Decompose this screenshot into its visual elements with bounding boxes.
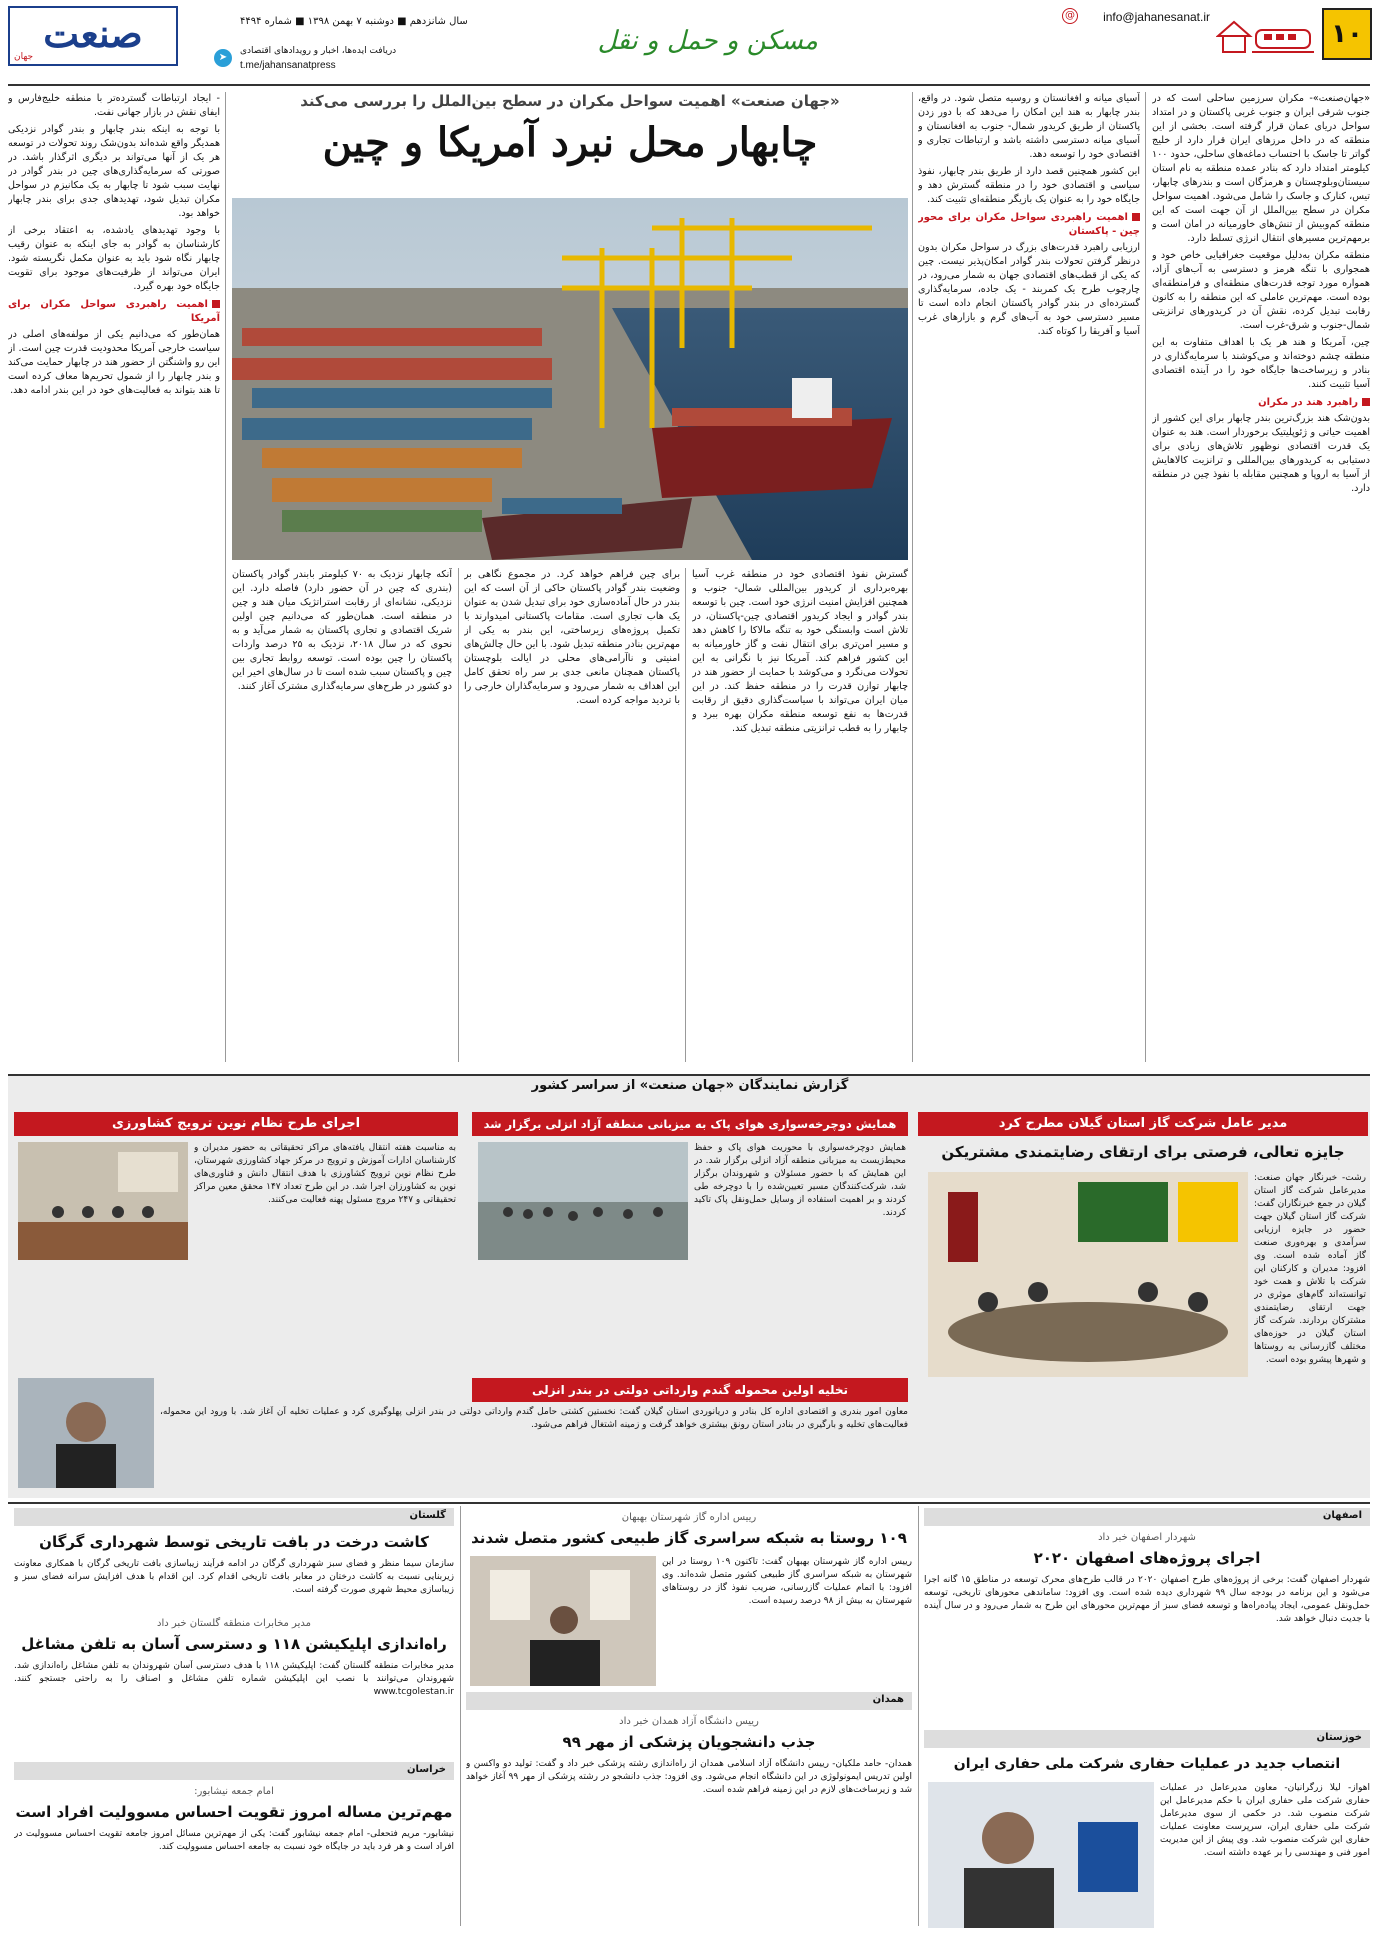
article-column-3 (692, 568, 908, 1062)
subheading-india: راهبرد هند در مکران (1152, 396, 1370, 410)
golestan-telecom-text: مدیر مخابرات منطقه گلستان گفت: اپلیکیشن ۱۱۸ با هدف دسترسی آسان شهروندان به تلفن مشاغل راه‌اندازی شد. شهروندان می‌توانند با نصب این اپلیکیشن شماره تلفن مشاغل و اصناف را به راحتی جستجو کنند. www.tcgolestan.ir (14, 1661, 454, 1697)
gilan-gas-text: رشت- خبرنگار جهان صنعت: مدیرعامل شرکت گاز استان گیلان در جمع خبرنگاران گفت: شرکت گاز استان گیلان جهت حضور در جایزه ارزیابی سرآمدی و بهره‌وری صنعت گاز آماده شده است. وی افزود: مدیران و کارکنان این شرکت با تلاش و همت خود توانسته‌اند گام‌های موثری در جهت ارتقای رضایتمندی مشترکان بردارند. شرکت گاز استان گیلان در حوزه‌های مختلف گازرسانی به روستاها و شهرها پیشرو بوده است. (1254, 1173, 1366, 1365)
isfahan-kicker: شهردار اصفهان خبر داد (1098, 1532, 1196, 1543)
port-photo (232, 198, 908, 560)
wheat-text: معاون امور بندری و اقتصادی اداره کل بنادر و دریانوردی استان گیلان گفت: نخستین کشتی حامل گندم وارداتی دولتی در بندر انزلی پهلوگیری کرد و عملیات تخلیه آن آغاز شد. با ورود این محموله، فعالیت‌های تخلیه و بارگیری در بنادر استان رونق بیشتری خواهد گرفت و زمینه اشتغال فراهم می‌شود. (160, 1407, 908, 1430)
article-paragraph: آسیای میانه و افغانستان و روسیه متصل شود. در واقع، بندر چابهار به هند این امکان را می‌دهد که با دور زدن پاکستان از طریق کریدور شمال- جنوب به افغانستان و آسیای میانه دسترسی داشته باشد و ارتباطات تجاری و اقتصادی خود را توسعه دهد. (918, 93, 1140, 160)
khorasan-kicker: امام جمعه نیشابور: (194, 1786, 274, 1797)
logo-sub: جهان (14, 52, 34, 62)
anzali-cycling-text: همایش دوچرخه‌سواری با محوریت هوای پاک و حفظ محیط‌زیست به میزبانی منطقه آزاد انزلی برگزار شد. در این همایش که با حضور مسئولان و شهروندان برگزار شد، شرکت‌کنندگان مسیر تعیین‌شده را با دوچرخه طی کردند و بر اهمیت استفاده از وسایل حمل‌ونقل پاک تاکید کردند. (694, 1143, 906, 1218)
page-header (0, 0, 1378, 84)
khorasan-title: مهم‌ترین مساله امروز تقویت احساس مسوولیت افراد است (15, 1803, 453, 1821)
behbahan-title: ۱۰۹ روستا به شبکه سراسری گاز طبیعی کشور متصل شدند (471, 1529, 907, 1547)
hamedan-title: جذب دانشجویان پزشکی از مهر ۹۹ (562, 1733, 816, 1751)
page-number-box: ۱۰ (1322, 8, 1372, 60)
logo-text: صنعت (43, 11, 143, 56)
hamedan-text: همدان- حامد ملکیان- رییس دانشگاه آزاد اسلامی همدان از راه‌اندازی رشته پزشکی خبر داد و گفت: تولید دو واکسن و اولین تدریس ایمونولوژی در این دانشگاه انجام می‌شود. وی افزود: جذب دانشجو در رشته پزشکی از مهر ۹۹ آغاز خواهد شد و زیرساخت‌های لازم در این زمینه فراهم شده است. (466, 1759, 912, 1795)
cycling-photo (478, 1142, 688, 1260)
isfahan-text: شهردار اصفهان گفت: برخی از پروژه‌های طرح اصفهان ۲۰۲۰ در قالب طرح‌های محرک توسعه در مناطق ۱۵ گانه اجرا می‌شود و این برنامه در بودجه سال ۹۹ شهرداری دیده شده است. وی افزود: ساماندهی محورهای تاریخی، توسعه حمل‌ونقل عمومی، ایجاد پیاده‌راه‌ها و توسعه فضای سبز از مهم‌ترین محورهای این طرح به شمار می‌رود و در سال آینده با جدیت دنبال خواهد شد. (924, 1575, 1370, 1624)
golestan-title: کاشت درخت در بافت تاریخی توسط شهرداری گرگان (39, 1533, 429, 1551)
telegram-link[interactable]: t.me/jahansanatpress (240, 60, 336, 71)
article-column-5 (232, 568, 452, 1062)
telegram-icon: ➤ (214, 49, 232, 67)
tab-khuzestan: خوزستان (924, 1730, 1370, 1748)
golestan-text: سازمان سیما منظر و فضای سبز شهرداری گرگان در ادامه فرآیند زیباسازی بافت تاریخی گرگان با همکاری معاونت زیربنایی نسبت به کاشت درختان در معابر بافت تاریخی اقدام کرد. این اقدام با هدف افزایش سرانه فضای سبز و زیباسازی محیط شهری صورت گرفته است. (14, 1559, 454, 1595)
behbahan-text: رییس اداره گاز شهرستان بهبهان گفت: تاکنون ۱۰۹ روستا در این شهرستان به شبکه سراسری گاز طبیعی کشور متصل شده‌اند. وی افزود: با اتمام عملیات گازرسانی، ضریب نفوذ گاز در روستاهای شهرستان به بیش از ۹۸ درصد رسیده است. (662, 1557, 912, 1606)
article-paragraph: همان‌طور که می‌دانیم یکی از مولفه‌های اصلی در سیاست خارجی آمریکا محدودیت قدرت چین است. از این رو واشنگتن از حضور هند در چابهار حمایت می‌کند و بندر چابهار را از شمول تحریم‌ها معاف کرده است تا هند بتواند به فعالیت‌های خود در این بندر ادامه دهد. (8, 329, 220, 396)
khuzestan-title: انتصاب جدید در عملیات حفاری شرکت ملی حفاری ایران (953, 1756, 1341, 1772)
article-paragraph: آنکه چابهار نزدیک به ۷۰ کیلومتر بابندر گوادر پاکستان (بندری که چین در آن حضور دارد) فاصله دارد. این نزدیکی، نشانه‌ای از رقابت استراتژیک میان هند و چین در منطقه است. همان‌طور که می‌دانیم چین اولین شریک اقتصادی و تجاری پاکستان به شمار می‌آید و به نحوی که در سال ۲۰۱۸، نزدیک به ۲۵ درصد واردات پاکستان را چین بوده است. توسعه روابط تجاری بین چین و پاکستان سبب شده است تا در سال‌های اخیر این دو کشور در طرح‌های سرمایه‌گذاری مشترک آغاز کنند. (232, 569, 452, 692)
train-house-icon (1216, 16, 1316, 56)
article-column-2 (918, 92, 1140, 1062)
telegram-label: دریافت ایده‌ها، اخبار و رویدادهای اقتصادی (240, 46, 397, 56)
agriculture-title: اجرای طرح نظام نوین ترویج کشاورزی (14, 1112, 458, 1136)
khuzestan-text: اهواز- لیلا زرگرانیان- معاون مدیرعامل در عملیات حفاری شرکت ملی حفاری ایران با حکم مدیرعامل این شرکت منصوب شد. در حکمی از سوی مدیرعامل شرکت ملی حفاری ایران، سرپرست معاونت عملیات حفاری این شرکت منصوب شد. وی پیش از این مدیریت امور فنی و مهندسی را بر عهده داشته است. (1160, 1783, 1370, 1858)
article-paragraph: این کشور همچنین قصد دارد از طریق بندر چابهار، نفوذ سیاسی و اقتصادی خود را در منطقه گسترش دهد و جایگاه خود را به عنوان یک بازیگر منطقه‌ای تثبیت کند. (918, 166, 1140, 205)
tab-isfahan: اصفهان (924, 1508, 1370, 1526)
article-column-4 (464, 568, 680, 1062)
golestan-telecom-title: راه‌اندازی اپلیکیشن ۱۱۸ و دسترسی آسان به تلفن مشاغل (21, 1635, 447, 1653)
agriculture-text: به مناسبت هفته انتقال یافته‌های مراکز تحقیقاتی به حضور مدیران و کارشناسان ادارات آموزش و ترویج در مرکز جهاد کشاورزی شهرستان، طرح نظام نوین ترویج کشاورزی با هدف انتقال دانش و فناوری‌های نوین به کشاورزان اجرا شد. در این طرح تعداد ۱۴۷ محقق معین مراکز تحقیقاتی و ۲۴۷ مروج مسئول پهنه فعالیت می‌کنند. (194, 1143, 456, 1205)
tab-golestan: گلستان (14, 1508, 454, 1526)
reports-banner: گزارش نمایندگان «جهان صنعت» از سراسر کشور (531, 1078, 849, 1093)
hamedan-kicker: رییس دانشگاه آزاد همدان خبر داد (619, 1716, 759, 1727)
agriculture-photo (18, 1142, 188, 1260)
header-email[interactable]: info@jahanesanat.ir (1103, 10, 1210, 24)
newspaper-logo (8, 6, 178, 66)
golestan-kicker: مدیر مخابرات منطقه گلستان خبر داد (157, 1618, 311, 1629)
issue-line: سال شانزدهم ■ دوشنبه ۷ بهمن ۱۳۹۸ ■ شماره ۴۴۹۴ (240, 16, 468, 27)
anzali-cycling-title: همایش دوچرخه‌سواری هوای پاک به میزبانی منطقه آزاد انزلی برگزار شد (472, 1112, 908, 1136)
nidc-official-photo (928, 1782, 1154, 1928)
article-kicker: «جهان صنعت» اهمیت سواحل مکران در سطح بین‌الملل را بررسی می‌کند (300, 92, 840, 110)
gilan-gas-headline: جایزه تعالی، فرصتی برای ارتقای رضایتمندی مشتریکن (941, 1143, 1345, 1161)
section-title: مسکن و حمل و نقل (597, 26, 818, 56)
official-portrait-photo (18, 1378, 154, 1488)
article-paragraph: با وجود تهدیدهای یادشده، به اعتقاد برخی از کارشناسان به گوادر به جای اینکه به عنوان رقیب چابهار نگاه شود باید به عنوان مکمل نگریسته شود. ایران می‌تواند از ظرفیت‌های موجود برای تقویت جایگاه خود بهره گیرد. (8, 225, 220, 292)
tab-hamedan: همدان (466, 1692, 912, 1710)
article-paragraph: منطقه مکران به‌دلیل موقعیت جغرافیایی خاص خود و همجواری با تنگه هرمز و دسترسی به آب‌های آزاد، همواره مورد توجه قدرت‌های منطقه‌ای و فرامنطقه‌ای بوده است. مهم‌ترین عاملی که این منطقه را به کانون رقابت تبدیل کرده، نقش آن در کریدورهای ترانزیتی شمال-جنوب و شرق-غرب است. (1152, 250, 1370, 331)
subheading-china-pakistan: اهمیت راهبردی سواحل مکران برای محور چین - پاکستان (918, 212, 1140, 237)
article-paragraph: با توجه به اینکه بندر چابهار و بندر گوادر نزدیکی همدیگر واقع شده‌اند بدون‌شک روند تحولات در توسعه هر یک از آنها می‌تواند بر دیگری اثرگذار باشد. در صورتی که سرمایه‌گذاری‌های چین در بندر گوادر در نهایت سبب شود تا چابهار به یک مکانیزم در سواحل مکران تبدیل شود، تهدیدهای جدی برای بندر چابهار خواهد بود. (8, 124, 220, 219)
subheading-usa: اهمیت راهبردی سواحل مکران برای آمریکا (8, 299, 220, 324)
article-headline: چابهار محل نبرد آمریکا و چین (322, 119, 818, 166)
isfahan-title: اجرای پروژه‌های اصفهان ۲۰۲۰ (1033, 1549, 1261, 1567)
gilan-gas-kicker: مدیر عامل شرکت گاز استان گیلان مطرح کرد (918, 1112, 1368, 1136)
article-paragraph: چین، آمریکا و هند هر یک با اهداف متفاوت به این منطقه چشم دوخته‌اند و می‌کوشند با سرمایه‌گذاری در بنادر و زیرساخت‌ها جایگاه خود را در آینده اقتصادی آسیا تثبیت کنند. (1152, 337, 1370, 390)
mail-icon: @ (1062, 8, 1078, 24)
khorasan-text: نیشابور- مریم فتحعلی- امام جمعه نیشابور گفت: یکی از مهم‌ترین مسائل امروز جامعه تقویت احساس مسوولیت در افراد است و هر فرد باید در جایگاه خود نسبت به جامعه احساس مسوولیت کند. (14, 1829, 454, 1852)
behbahan-kicker: رییس اداره گاز شهرستان بهبهان (621, 1512, 757, 1523)
article-paragraph: ارزیابی راهبرد قدرت‌های بزرگ در سواحل مکران بدون درنظر گرفتن تحولات بندر گوادر امکان‌پذیر نیست. چین که یکی از قطب‌های اقتصادی جهان به شمار می‌رود، در چارچوب طرح یک کمربند - یک جاده، سرمایه‌گذاری گسترده‌ای در بندر گوادر پاکستان انجام داده است تا مسیر دسترسی خود به آب‌های گرم و بازارهای غرب آسیا و آفریقا را کوتاه کند. (918, 242, 1140, 337)
article-column-1 (1152, 92, 1370, 1062)
tab-khorasan: خراسان (14, 1762, 454, 1780)
article-paragraph: بدون‌شک هند بزرگ‌ترین بندر چابهار برای این کشور از اهمیت حیاتی و ژئوپلیتیک برخوردار است. هند به عنوان یک قدرت اقتصادی نوظهور تلاش‌های زیادی برای دستیابی به کریدورهای بین‌المللی و ترانزیت کالاهایش از آسیا به اروپا و همچنین مقابله با نفوذ چین در منطقه دارد. (1152, 413, 1370, 494)
article-paragraph: برای چین فراهم خواهد کرد. در مجموع نگاهی بر وضعیت بندر گوادر پاکستان حاکی از آن است که این بندر در حال آماده‌سازی خود برای تبدیل شدن به عنوان یک هاب تجاری است. مقامات پاکستانی امیدوارند با تکمیل پروژه‌های زیرساختی، این بندر به یکی از مهم‌ترین بنادر منطقه تبدیل شود. با این حال چالش‌های امنیتی و ناآرامی‌های محلی در ایالت بلوچستان پاکستان همچنان مانعی جدی بر سر راه تحقق کامل این اهداف به شمار می‌رود و سرمایه‌گذاران خارجی را با تردید مواجه کرده است. (464, 569, 680, 706)
article-paragraph: گسترش نفوذ اقتصادی خود در منطقه غرب آسیا بهره‌برداری از کریدور بین‌المللی شمال- جنوب و همچنین افزایش امنیت انرژی خود است. چین با توسعه بندر گوادر و ایجاد کریدور اقتصادی چین-پاکستان، در تلاش است وابستگی خود به تنگه مالاکا را کاهش دهد و مسیر امن‌تری برای انتقال نفت و گاز خاورمیانه به این کشور فراهم کند. آمریکا نیز با نگرانی به این تحولات می‌نگرد و می‌کوشد با حمایت از حضور هند در چابهار توازن قدرت را در منطقه حفظ کند. در این میان ایران می‌تواند با سیاست‌گذاری دقیق از رقابت قدرت‌ها به نفع توسعه منطقه مکران بهره ببرد و چابهار را به قطب ترانزیتی منطقه تبدیل کند. (692, 569, 908, 734)
article-column-6 (8, 92, 220, 1062)
article-paragraph: - ایجاد ارتباطات گسترده‌تر با منطقه خلیج‌فارس و ایفای نقش در بازار جهانی نفت. (8, 93, 220, 118)
gas-official-photo (470, 1556, 656, 1686)
article-paragraph: «جهان‌صنعت»- مکران سرزمین ساحلی است که در جنوب شرقی ایران و جنوب غربی پاکستان و در امتداد سواحل دریای عمان قرار گرفته است. بخشی از این منطقه که در داخل مرزهای ایران قرار دارد از خلیج گواتر تا جاسک با احتساب دماغه‌های ساحلی، حدود ۱۰۰ کیلومتر امتداد دارد که بنادر عمده منطقه به نام استان سیستان‌وبلوچستان و هرمزگان است و بندرهای چابهار، تیس، کنارک و جاسک را شامل می‌شود. اهمیت سواحل مکران در سطح بین‌الملل از آن جهت است که این منطقه کم‌وبیش از تنش‌های خاورمیانه در امان است و برمهم‌ترین مسیرهای انتقال انرژی تسلط دارد. (1152, 93, 1370, 244)
wheat-title: تخلیه اولین محموله گندم وارداتی دولتی در بندر انزلی (472, 1378, 908, 1402)
gilan-meeting-photo (928, 1172, 1248, 1377)
